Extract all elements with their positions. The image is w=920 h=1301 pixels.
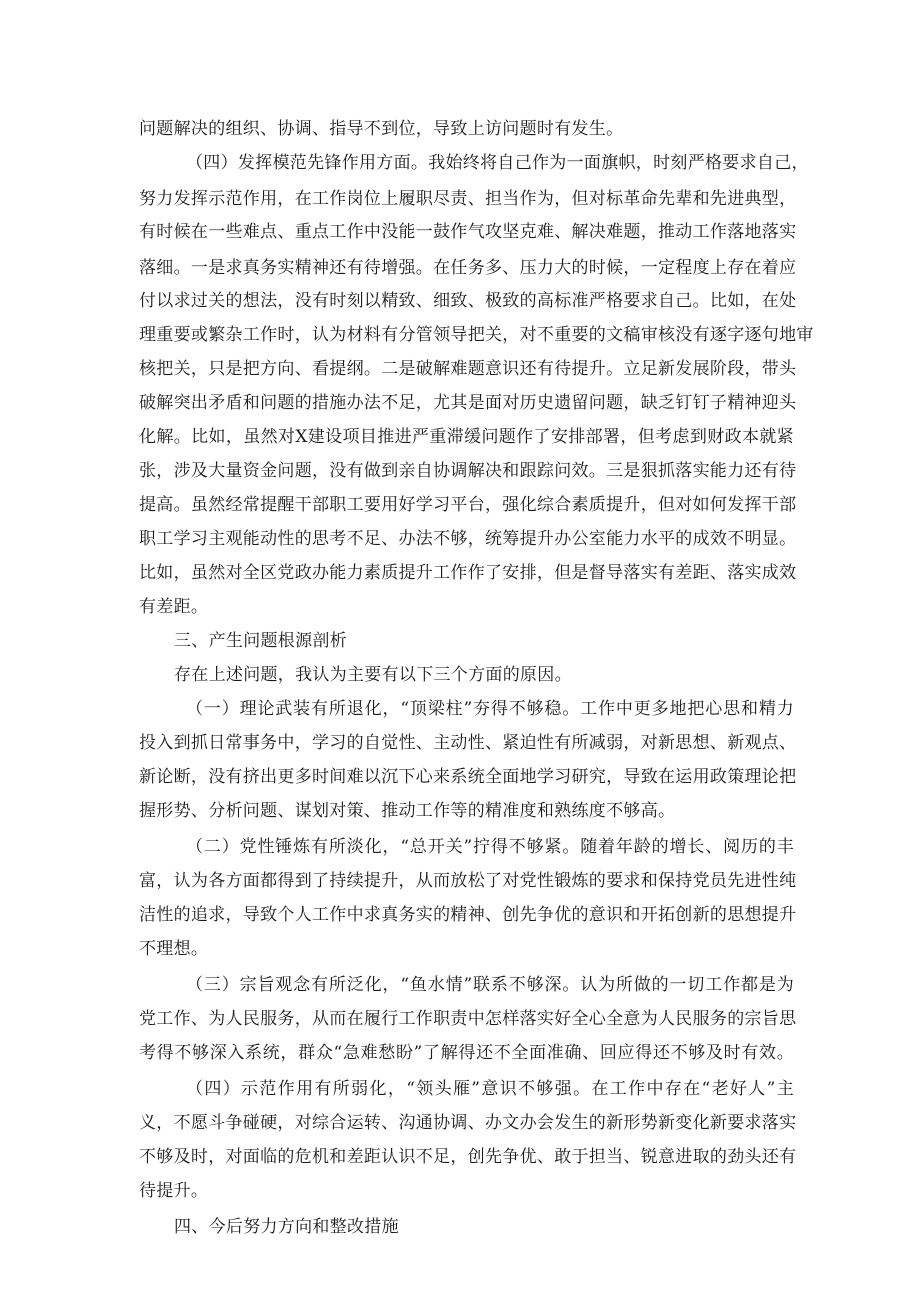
- paragraph-line: 核把关，只是把方向、看提纲。二是破解难题意识还有待提升。立足新发展阶段，带头: [139, 359, 797, 379]
- paragraph-line: 不够及时，对面临的危机和差距认识不足，创先争优、敢于担当、锐意进取的劲头还有: [139, 1147, 797, 1167]
- paragraph-line: 付以求过关的想法，没有时刻以精致、细致、极致的高标准严格要求自己。比如，在处: [139, 291, 797, 311]
- paragraph-line: 握形势、分析问题、谋划对策、推动工作等的精准度和熟练度不够高。: [139, 801, 676, 821]
- paragraph-line: 理重要或繁杂工作时，认为材料有分管领导把关，对不重要的文稿审核没有逐字逐句地审: [139, 325, 814, 345]
- paragraph-line: 富，认为各方面都得到了持续提升，从而放松了对党性锻炼的要求和保持党员先进性纯: [139, 871, 797, 891]
- paragraph-line: 义，不愿斗争碰硬，对综合运转、沟通协调、办文办会发生的新形势新变化新要求落实: [139, 1113, 797, 1133]
- paragraph-line: （三）宗旨观念有所泛化，“鱼水情”联系不够深。认为所做的一切工作都是为: [186, 975, 794, 995]
- section-heading: 三、产生问题根源剖析: [174, 631, 347, 651]
- section-heading: 四、今后努力方向和整改措施: [174, 1217, 399, 1237]
- paragraph-line: 破解突出矛盾和问题的措施办法不足，尤其是面对历史遗留问题，缺乏钉钉子精神迎头: [139, 393, 797, 413]
- paragraph-line: 化解。比如，虽然对X建设项目推进严重滞缓问题作了安排部署，但考虑到财政本就紧: [139, 427, 794, 447]
- paragraph-line: 考得不够深入系统，群众“急难愁盼”了解得还不全面准确、回应得还不够及时有效。: [139, 1043, 794, 1063]
- paragraph-line: 问题解决的组织、协调、指导不到位，导致上访问题时有发生。: [139, 119, 624, 139]
- paragraph-line: 存在上述问题，我认为主要有以下三个方面的原因。: [174, 665, 572, 685]
- paragraph-line: 有时候在一些难点、重点工作中没能一鼓作气攻坚克难、解决难题，推动工作落地落实: [139, 222, 797, 242]
- paragraph-line: 新论断，没有挤出更多时间难以沉下心来系统全面地学习研究，导致在运用政策理论把: [139, 767, 797, 787]
- paragraph-line: （二）党性锤炼有所淡化，“总开关”拧得不够紧。随着年龄的增长、阅历的丰: [186, 837, 794, 857]
- paragraph-line: 不理想。: [139, 939, 209, 959]
- paragraph-line: （四）示范作用有所弱化，“领头雁”意识不够强。在工作中存在“老好人”主: [186, 1079, 794, 1099]
- paragraph-line: 党工作、为人民服务，从而在履行工作职责中怎样落实好全心全意为人民服务的宗旨思: [139, 1009, 797, 1029]
- paragraph-line: 努力发挥示范作用，在工作岗位上履职尽责、担当作为，但对标革命先辈和先进典型，: [139, 189, 797, 209]
- paragraph-line: 提高。虽然经常提醒干部职工要用好学习平台，强化综合素质提升，但对如何发挥干部: [139, 495, 797, 515]
- paragraph-line: 投入到抓日常事务中，学习的自觉性、主动性、紧迫性有所减弱，对新思想、新观点、: [139, 733, 797, 753]
- paragraph-line: 张，涉及大量资金问题，没有做到亲自协调解决和跟踪问效。三是狠抓落实能力还有待: [139, 461, 797, 481]
- paragraph-line: （四）发挥模范先锋作用方面。我始终将自己作为一面旗帜，时刻严格要求自己，: [186, 153, 809, 173]
- paragraph-line: 待提升。: [139, 1181, 209, 1201]
- paragraph-line: 有差距。: [139, 597, 209, 617]
- paragraph-line: 洁性的追求，导致个人工作中求真务实的精神、创先争优的意识和开拓创新的思想提升: [139, 905, 797, 925]
- paragraph-line: 职工学习主观能动性的思考不足、办法不够，统筹提升办公室能力水平的成效不明显。: [139, 529, 797, 549]
- paragraph-line: （一）理论武装有所退化，“顶梁柱”夯得不够稳。工作中更多地把心思和精力: [186, 699, 794, 719]
- paragraph-line: 比如，虽然对全区党政办能力素质提升工作作了安排，但是督导落实有差距、落实成效: [139, 563, 797, 583]
- paragraph-line: 落细。一是求真务实精神还有待增强。在任务多、压力大的时候，一定程度上存在着应: [139, 258, 797, 278]
